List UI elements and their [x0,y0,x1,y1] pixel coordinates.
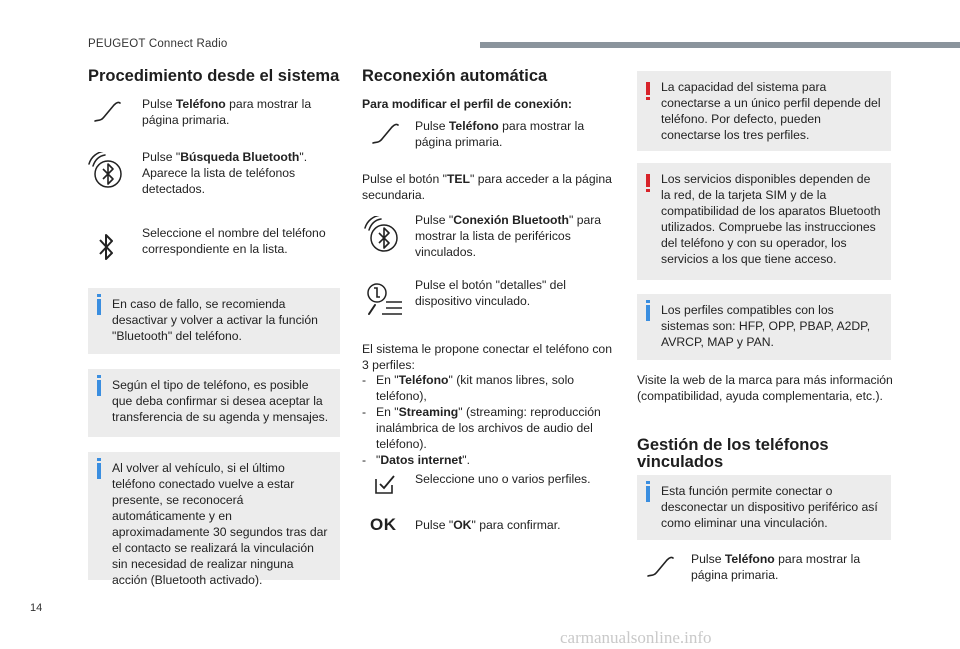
col2-step-bluetooth-connection: Pulse "Conexión Bluetooth" para mostrar la lista de periféricos vinculados. [415,213,602,259]
header-bar [480,42,960,48]
info-icon [646,486,650,502]
bluetooth-search-icon [86,152,126,190]
checkbox-select-icon [374,473,396,495]
section-heading-reconnect: Reconexión automática [362,67,548,85]
col2-step-details: Pulse el botón "detalles" del dispositivo vinculado. [415,278,566,308]
col2-step-phone: Pulse Teléfono para mostrar la página primaria. [415,119,585,149]
col2-subheading: Para modificar el perfil de conexión: [362,97,572,111]
info-note-profiles: Los perfiles compatibles con los sistemas son: HFP, OPP, PBAP, A2DP, AVRCP, MAP y PAN. [637,294,891,360]
list-item: - En "Streaming" (streaming: reproducción inalámbrica de los archivos de audio del teléfono). [362,404,610,452]
running-header: PEUGEOT Connect Radio [88,38,228,50]
warning-note-services: Los servicios disponibles dependen de la red, de la tarjeta SIM y de la compatibilidad de los aparatos Bluetooth utilizados. Compruebe las instrucciones del teléfono y con su operador, los servicios a los que tiene acceso. [637,163,891,280]
col2-para-profiles: El sistema le propone conectar el teléfono con 3 perfiles: [362,342,612,372]
profiles-list [362,372,610,468]
bluetooth-icon [98,232,114,262]
info-note-transfer: Según el tipo de teléfono, es posible que deba confirmar si desea aceptar la transferencia de su agenda y mensajes. [88,369,340,437]
warning-note-profile: La capacidad del sistema para conectarse a un único perfil depende del teléfono. Por defecto, pueden conectarse los tres perfiles. [637,71,891,151]
phone-handset-icon [92,100,122,124]
page-number: 14 [30,602,43,614]
col1-step-bluetooth-search: Pulse "Búsqueda Bluetooth". Aparece la lista de teléfonos detectados. [142,150,308,196]
info-icon [97,463,101,479]
phone-handset-icon [645,555,675,579]
warning-icon [646,82,650,95]
info-icon [97,380,101,396]
col2-step-ok: Pulse "OK" para confirmar. [415,518,561,532]
col1-step-select-phone: Seleccione el nombre del teléfono correspondiente en la lista. [142,226,326,256]
list-item: - "Datos internet". [362,452,610,468]
warning-icon [646,174,650,187]
section-heading-manage-phones: Gestión de los teléfonos vinculados [637,436,829,472]
info-icon [646,305,650,321]
ok-icon: OK [370,515,397,534]
col3-para-web: Visite la web de la marca para más información (compatibilidad, ayuda complementaria, etc.). [637,373,893,403]
col2-step-select-profiles: Seleccione uno o varios perfiles. [415,472,591,486]
list-item: - En "Teléfono" (kit manos libres, solo teléfono), [362,372,610,404]
section-heading-procedure: Procedimiento desde el sistema [88,67,340,85]
col3-step-phone: Pulse Teléfono para mostrar la página primaria. [691,552,861,582]
details-icon [364,280,404,320]
info-icon [97,299,101,315]
col1-step-phone: Pulse Teléfono para mostrar la página primaria. [142,97,312,127]
info-note-failure: En caso de fallo, se recomienda desactivar y volver a activar la función "Bluetooth" del teléfono. [88,288,340,354]
phone-handset-icon [370,122,400,146]
bluetooth-connection-icon [362,216,402,254]
col2-para-tel: Pulse el botón "TEL" para acceder a la página secundaria. [362,172,612,202]
info-note-reconnect: Al volver al vehículo, si el último teléfono conectado vuelve a estar presente, se reconocerá automáticamente y en aproximadamente 30 segundos tras dar el contacto se realizará la vinculación sin necesidad de realizar ninguna acción (Bluetooth activado). [88,452,340,580]
info-note-manage: Esta función permite conectar o desconectar un dispositivo periférico así como eliminar una vinculación. [637,475,891,540]
watermark: carmanualsonline.info [560,628,712,647]
